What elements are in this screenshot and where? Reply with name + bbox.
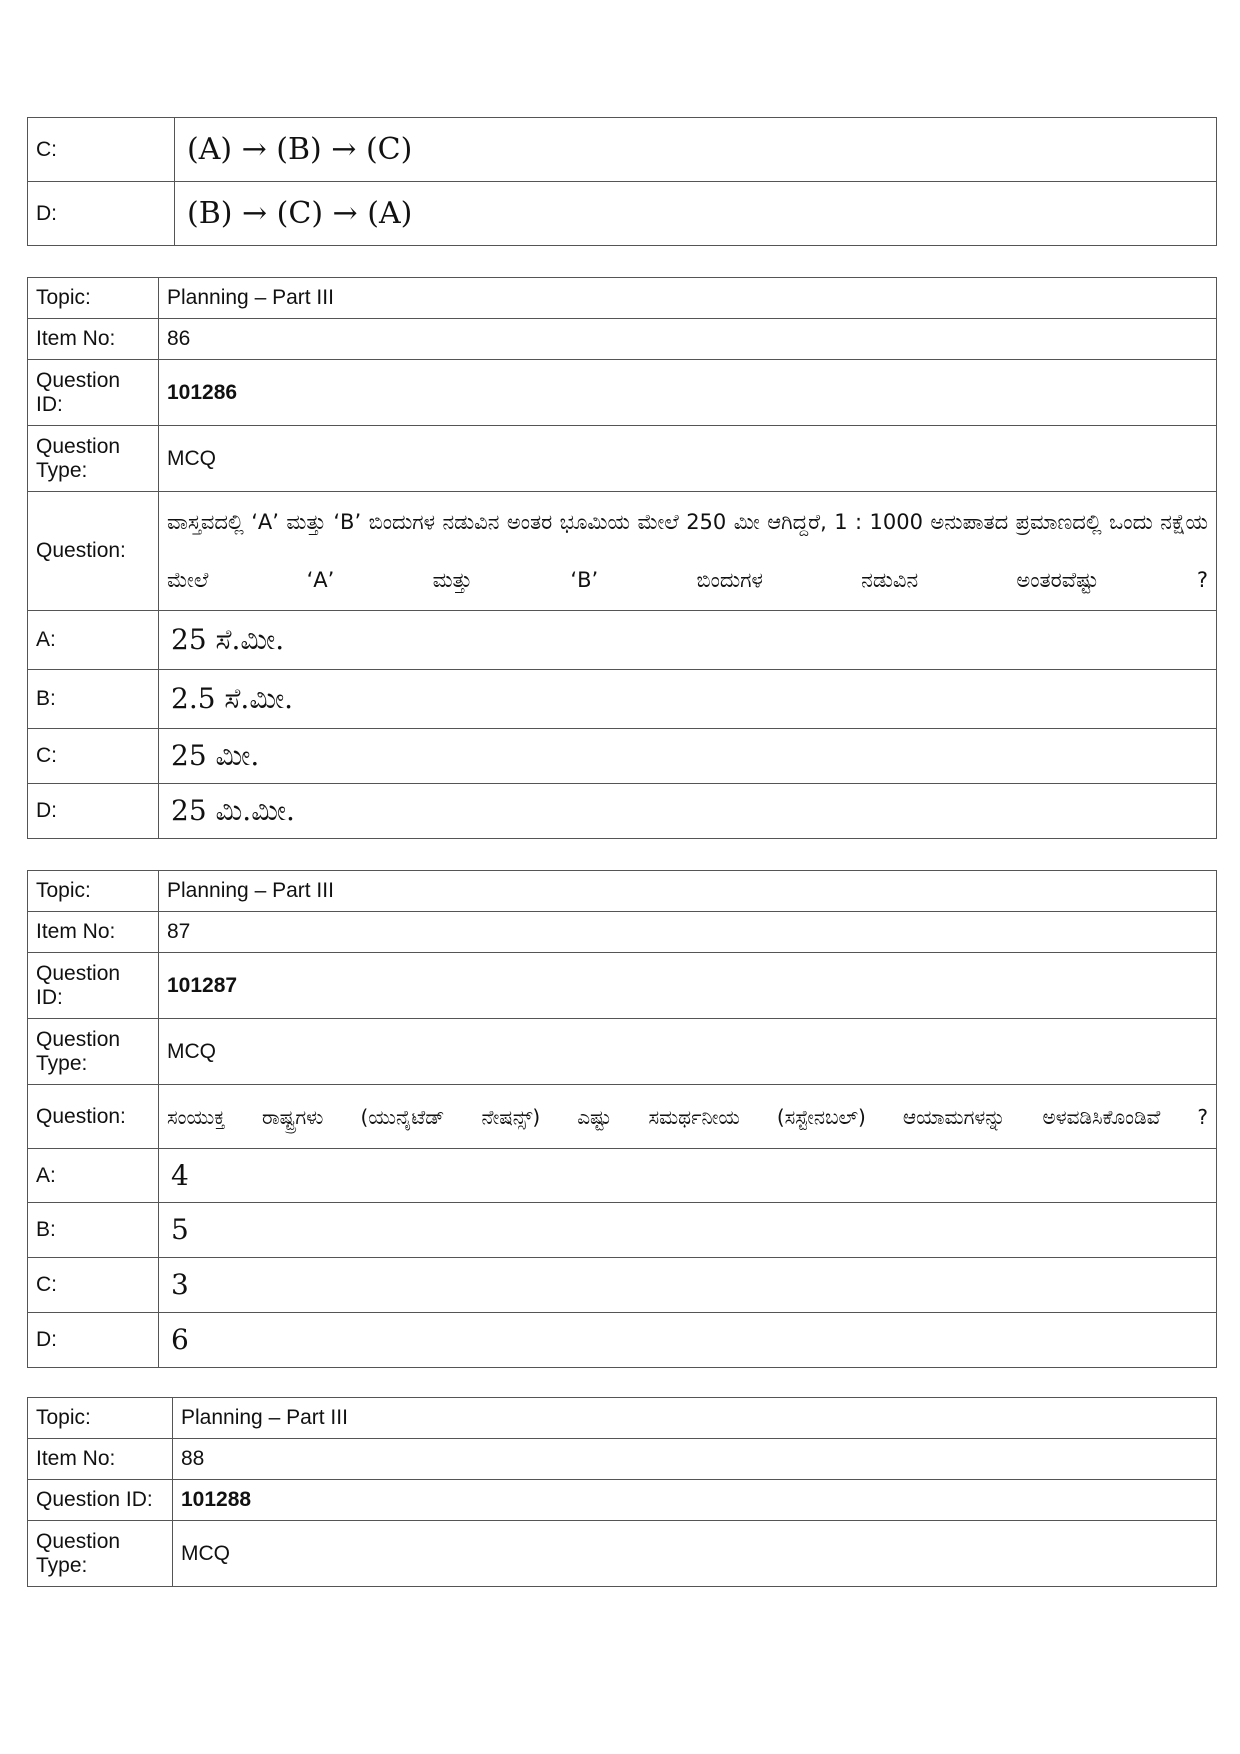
question-label: Question: (28, 492, 159, 611)
question-table-87 (27, 870, 1217, 1368)
question-text: ವಾಸ್ತವದಲ್ಲಿ ‘A’ ಮತ್ತು ‘B’ ಬಿಂದುಗಳ ನಡುವಿನ ಅಂತರ ಭೂಮಿಯ ಮೇಲೆ 250 ಮೀ ಆಗಿದ್ದರೆ, 1 : 1000 ಅನುಪಾತದ ಪ್ರಮಾಣದಲ್ಲಿ ಒಂದು ನಕ್ಷೆಯ ಮೇಲೆ ‘A’ ಮತ್ತು ‘B’ ಬಿಂದುಗಳ ನಡುವಿನ ಅಂತರವೆಷ್ಟು ? (159, 492, 1217, 611)
question-row (28, 1085, 1217, 1149)
question-type-row (28, 1521, 1217, 1587)
question-type-row (28, 426, 1217, 492)
topic-value: Planning – Part III (173, 1398, 1217, 1439)
question-id-row (28, 1480, 1217, 1521)
question-id-value: 101288 (173, 1480, 1217, 1521)
option-label: D: (28, 784, 159, 839)
topic-label: Topic: (28, 278, 159, 319)
question-row (28, 492, 1217, 611)
question-id-value: 101286 (159, 360, 1217, 426)
question-type-label: Question Type: (28, 1521, 173, 1587)
option-label: A: (28, 611, 159, 670)
topic-label: Topic: (28, 1398, 173, 1439)
option-label: B: (28, 670, 159, 729)
question-id-row (28, 953, 1217, 1019)
question-type-label: Question Type: (28, 1019, 159, 1085)
question-id-value: 101287 (159, 953, 1217, 1019)
item-no-row (28, 319, 1217, 360)
question-type-row (28, 1019, 1217, 1085)
option-value: 3 (159, 1258, 1217, 1313)
option-row-d (28, 1313, 1217, 1368)
option-value: (B) → (C) → (A) (175, 182, 1217, 246)
option-label: D: (28, 182, 175, 246)
option-value: 25 ಮಿ.ಮೀ. (159, 784, 1217, 839)
option-value: 2.5 ಸೆ.ಮೀ. (159, 670, 1217, 729)
option-row-d (28, 182, 1217, 246)
option-value: 4 (159, 1149, 1217, 1203)
question-id-label: Question ID: (28, 360, 159, 426)
option-label: A: (28, 1149, 159, 1203)
item-no-value: 86 (159, 319, 1217, 360)
question-id-label: Question ID: (28, 1480, 173, 1521)
topic-row (28, 1398, 1217, 1439)
item-no-label: Item No: (28, 912, 159, 953)
topic-value: Planning – Part III (159, 278, 1217, 319)
option-row-d (28, 784, 1217, 839)
topic-label: Topic: (28, 871, 159, 912)
option-value: 25 ಮೀ. (159, 729, 1217, 784)
option-label: C: (28, 118, 175, 182)
option-row-a (28, 611, 1217, 670)
item-no-label: Item No: (28, 319, 159, 360)
question-id-row (28, 360, 1217, 426)
item-no-row (28, 1439, 1217, 1480)
question-type-label: Question Type: (28, 426, 159, 492)
item-no-row (28, 912, 1217, 953)
option-label: D: (28, 1313, 159, 1368)
topic-row (28, 278, 1217, 319)
option-value: (A) → (B) → (C) (175, 118, 1217, 182)
option-row-c (28, 729, 1217, 784)
item-no-label: Item No: (28, 1439, 173, 1480)
question-id-label: Question ID: (28, 953, 159, 1019)
option-label: C: (28, 729, 159, 784)
option-row-b (28, 670, 1217, 729)
question-table-86 (27, 277, 1217, 839)
option-row-a (28, 1149, 1217, 1203)
option-label: B: (28, 1203, 159, 1258)
option-value: 6 (159, 1313, 1217, 1368)
option-value: 5 (159, 1203, 1217, 1258)
option-row-b (28, 1203, 1217, 1258)
option-label: C: (28, 1258, 159, 1313)
question-text: ಸಂಯುಕ್ತ ರಾಷ್ಟ್ರಗಳು (ಯುನೈಟೆಡ್ ನೇಷನ್ಸ್) ಎಷ್ಟು ಸಮರ್ಥನೀಯ (ಸಸ್ಟೇನಬಲ್) ಆಯಾಮಗಳನ್ನು ಅಳವಡಿಸಿಕೊಂಡಿವೆ ? (159, 1085, 1217, 1149)
question-label: Question: (28, 1085, 159, 1149)
option-row-c (28, 118, 1217, 182)
question-type-value: MCQ (159, 426, 1217, 492)
item-no-value: 88 (173, 1439, 1217, 1480)
topic-row (28, 871, 1217, 912)
option-value: 25 ಸೆ.ಮೀ. (159, 611, 1217, 670)
question-type-value: MCQ (159, 1019, 1217, 1085)
item-no-value: 87 (159, 912, 1217, 953)
question-type-value: MCQ (173, 1521, 1217, 1587)
option-row-c (28, 1258, 1217, 1313)
question-table-88 (27, 1397, 1217, 1587)
prev-question-options-table (27, 117, 1217, 246)
topic-value: Planning – Part III (159, 871, 1217, 912)
